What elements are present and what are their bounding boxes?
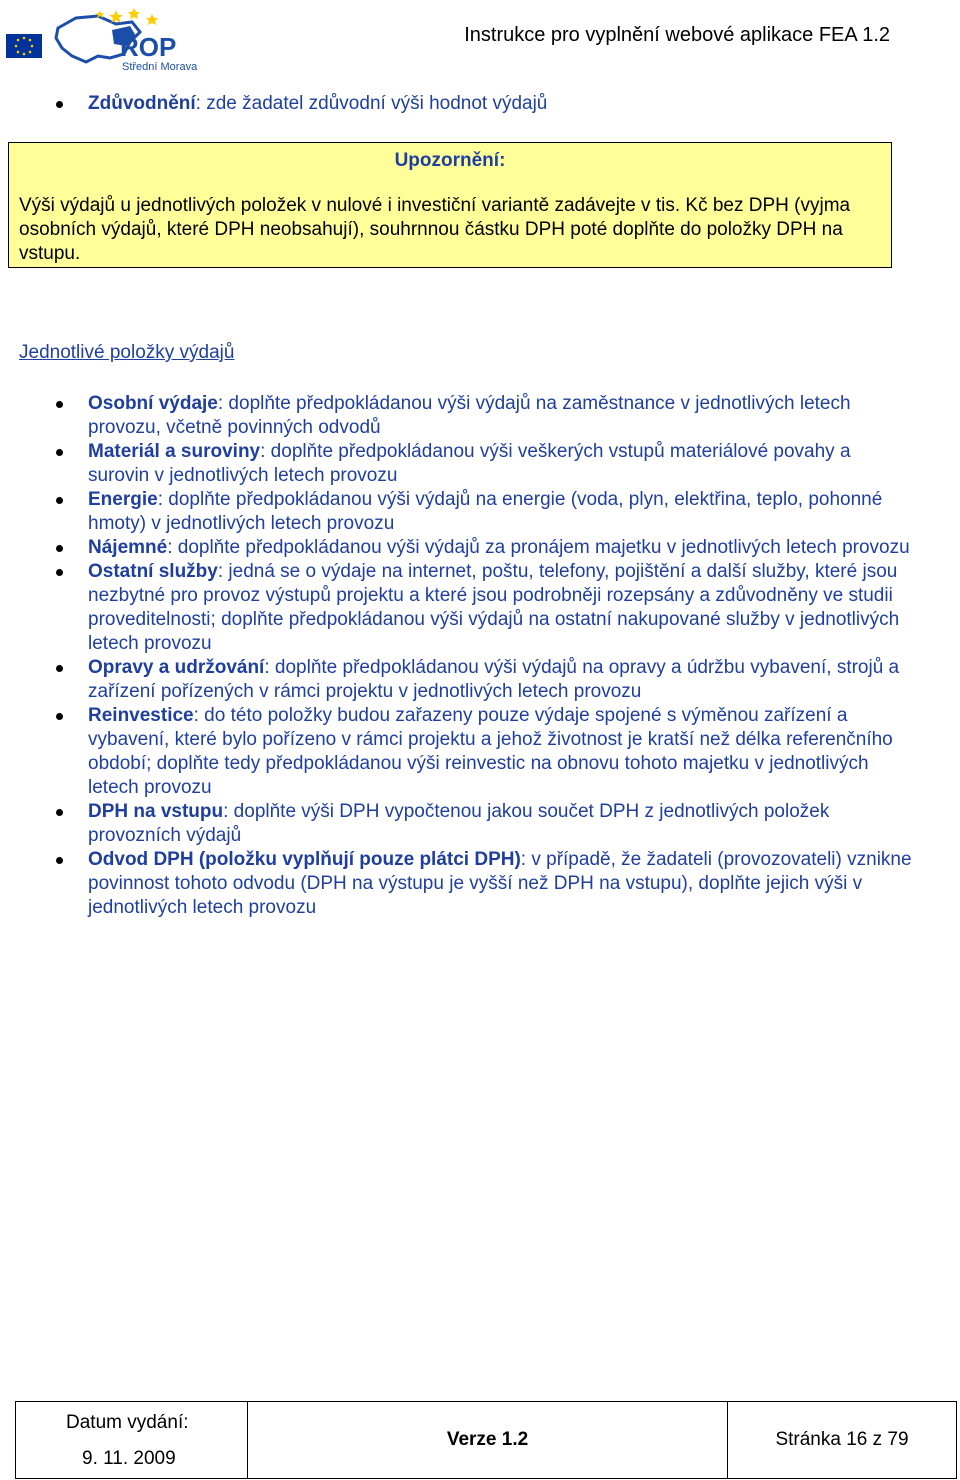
item-term: Reinvestice <box>88 705 194 726</box>
list-item <box>52 536 912 560</box>
notice-text: Výši výdajů u jednotlivých položek v nulové i investiční variantě zadávejte v tis. Kč bez DPH (vyjma osobních výdajů, které DPH neobsahují), souhrnnou částku DPH poté doplňte do položky DPH na vstupu. <box>19 195 851 264</box>
date-value: 9. 11. 2009 <box>82 1448 176 1469</box>
item-description: : v případě, že žadateli (provozovateli) vznikne povinnost tohoto odvodu (DPH na výstupu je vyšší než DPH na vstupu), doplňte jejich výši v jednotlivých letech provozu <box>88 849 912 918</box>
document-title: Instrukce pro vyplnění webové aplikace FEA 1.2 <box>464 24 890 46</box>
item-term: Nájemné <box>88 537 168 558</box>
expense-items-list <box>52 392 912 920</box>
item-description: : do této položky budou zařazeny pouze výdaje spojené s výměnou zařízení a vybavení, které bylo pořízeno v rámci projektu a jehož životnost je kratší než délka referenčního období; doplňte tedy předpokládanou výši reinvestic na obnovu tohoto majetku v jednotlivých letech provozu <box>88 705 893 798</box>
list-item <box>52 704 912 800</box>
list-item <box>52 560 912 656</box>
list-item <box>52 92 932 116</box>
list-item <box>52 488 912 536</box>
list-item <box>52 800 912 848</box>
eu-flag-icon <box>6 34 42 58</box>
item-term: Ostatní služby <box>88 561 218 582</box>
section-heading: Jednotlivé položky výdajů <box>19 342 235 363</box>
page-header <box>0 0 960 80</box>
item-description: : jedná se o výdaje na internet, poštu, telefony, pojištění a další služby, které jsou nezbytné pro provoz výstupů projektu a které jsou podrobněji rozepsány a zdůvodněny ve studii proveditelnosti; doplňte předpokládanou výši výdajů na ostatní nakupované služby v jednotlivých letech provozu <box>88 561 900 654</box>
item-description: : zde žadatel zdůvodní výši hodnot výdajů <box>195 93 548 114</box>
item-term: Opravy a udržování <box>88 657 265 678</box>
item-description: : doplňte předpokládanou výši výdajů na energie (voda, plyn, elektřina, teplo, pohonné hmoty) v jednotlivých letech provozu <box>88 489 883 534</box>
item-description: : doplňte předpokládanou výši veškerých vstupů materiálové povahy a surovin v jednotlivých letech provozu <box>88 441 851 486</box>
list-item <box>52 392 912 440</box>
item-description: : doplňte předpokládanou výši výdajů za pronájem majetku v jednotlivých letech provozu <box>167 537 910 558</box>
notice-box <box>8 142 892 268</box>
list-item <box>52 848 912 920</box>
item-description: : doplňte výši DPH vypočtenou jakou součet DPH z jednotlivých položek provozních výdajů <box>88 801 830 846</box>
item-description: : doplňte předpokládanou výši výdajů na zaměstnance v jednotlivých letech provozu, včetně povinných odvodů <box>88 393 851 438</box>
logo-text: ROP <box>120 32 177 62</box>
logo-subtitle: Střední Morava <box>122 61 198 73</box>
item-term: Osobní výdaje <box>88 393 218 414</box>
date-label: Datum vydání: <box>66 1412 189 1433</box>
intro-list <box>52 92 932 116</box>
footer-page-number: Stránka 16 z 79 <box>775 1429 909 1450</box>
item-term: Zdůvodnění <box>88 93 196 114</box>
item-term: Energie <box>88 489 158 510</box>
list-item <box>52 440 912 488</box>
item-description: : doplňte předpokládanou výši výdajů na opravy a údržbu vybavení, strojů a zařízení pořízených v rámci projektu v jednotlivých letech provozu <box>88 657 900 702</box>
item-term: Odvod DPH (položku vyplňují pouze plátci DPH) <box>88 849 521 870</box>
footer-version: Verze 1.2 <box>248 1402 728 1478</box>
rop-logo <box>6 6 206 74</box>
item-term: DPH na vstupu <box>88 801 224 822</box>
list-item <box>52 656 912 704</box>
item-term: Materiál a suroviny <box>88 441 261 462</box>
notice-title: Upozornění: <box>394 150 506 171</box>
footer-date-cell <box>16 1402 248 1478</box>
page-footer <box>15 1401 957 1479</box>
